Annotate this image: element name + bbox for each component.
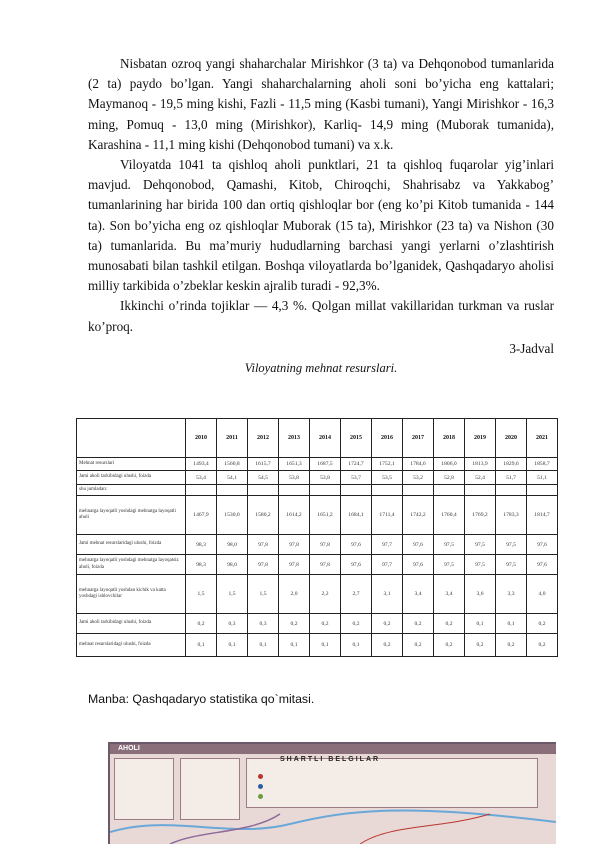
table-cell: 1806,0 [434,458,465,471]
table-cell: 1651,2 [310,496,341,535]
population-map-image [108,742,556,844]
table-cell: 97,8 [248,555,279,575]
table-cell [186,485,217,496]
table-cell: 97,7 [372,555,403,575]
table-cell: 0,1 [310,634,341,657]
table-corner-cell [77,419,186,458]
year-header: 2021 [527,419,558,458]
table-cell: 53,8 [310,471,341,485]
table-cell: 97,8 [279,555,310,575]
table-cell: 1560,8 [217,458,248,471]
table-cell [248,485,279,496]
table-cell [279,485,310,496]
map-river-lines [110,744,556,844]
table-cell [465,485,496,496]
table-cell: 98,3 [186,535,217,555]
table-cell: 1858,7 [527,458,558,471]
table-row [77,496,558,535]
map-title: AHOLI [118,745,140,752]
table-cell: 97,5 [465,535,496,555]
row-label: mehnatga layoqatli yoshdagi mehnatga layoqatli aholi [77,496,186,535]
year-header: 2013 [279,419,310,458]
table-cell: 0,2 [403,614,434,634]
table-cell: 52,4 [465,471,496,485]
year-header: 2012 [248,419,279,458]
table-row [77,614,558,634]
table-cell: 97,5 [434,555,465,575]
table-cell: 0,1 [279,634,310,657]
row-label: Jami aholi tarkibidagi ulushi, foizda [77,471,186,485]
source-note: Manba: Qashqadaryo statistika qo`mitasi. [88,692,315,706]
table-cell: 1784,6 [403,458,434,471]
table-cell: 53,5 [372,471,403,485]
table-cell: 0,2 [341,614,372,634]
table-cell: 52,8 [434,471,465,485]
table-cell: 1467,9 [186,496,217,535]
table-cell: 1829,6 [496,458,527,471]
table-cell: 0,1 [248,634,279,657]
table-cell: 1684,1 [341,496,372,535]
map-legend-title: SHARTLI BELGILAR [280,756,381,763]
table-row [77,555,558,575]
table-cell: 0,1 [341,634,372,657]
table-cell: 1,5 [186,575,217,614]
table-cell: 97,8 [310,535,341,555]
table-cell: 97,6 [527,535,558,555]
table-cell: 1813,9 [465,458,496,471]
table-cell: 1752,1 [372,458,403,471]
table-cell: 54,5 [248,471,279,485]
table-cell: 0,2 [372,614,403,634]
year-header: 2016 [372,419,403,458]
table-cell: 4,0 [527,575,558,614]
table-cell [310,485,341,496]
table-cell [434,485,465,496]
table-cell: 3,1 [372,575,403,614]
year-header: 2017 [403,419,434,458]
table-cell: 97,8 [248,535,279,555]
table-cell: 2,0 [279,575,310,614]
row-label: mehnat resurslaridagi ulushi, foizda [77,634,186,657]
table-cell: 98,3 [186,555,217,575]
table-cell: 98,0 [217,535,248,555]
table-cell: 0,2 [527,614,558,634]
table-cell: 0,3 [248,614,279,634]
table-cell: 1530,0 [217,496,248,535]
table-cell: 97,5 [496,535,527,555]
year-header: 2010 [186,419,217,458]
table-cell: 53,7 [341,471,372,485]
table-cell: 53,2 [403,471,434,485]
table-cell: 97,6 [527,555,558,575]
table-cell: 1814,7 [527,496,558,535]
table-cell: 0,1 [496,614,527,634]
row-label: Jami mehnat resurslaridagi ulushi, foizda [77,535,186,555]
table-cell: 1687,5 [310,458,341,471]
table-cell: 98,0 [217,555,248,575]
table-cell: 1,5 [248,575,279,614]
table-cell: 1711,4 [372,496,403,535]
paragraph-3: Ikkinchi o’rinda tojiklar — 4,3 %. Qolgan millat vakillaridan turkman va ruslar ko’proq. [88,298,554,334]
table-cell: 0,1 [465,614,496,634]
paragraph-1: Nisbatan ozroq yangi shaharchalar Mirishkor (3 ta) va Dehqonobod tumanlarida (2 ta) paydo bo’lgan. Yangi shaharchalarning aholi soni bo’yicha eng kattalari; Maymanoq - 19,5 ming kishi, Fazli - 11,5 ming (Kasbi tumani), Yangi Mirishkor - 16,3 ming, Pomuq - 13,0 ming (Mirishkor), Karliq- 14,9 ming (Muborak tumanida), Karashina - 11,1 ming kishi (Dehqonobod tumani) va x.k. [88,56,554,152]
table-cell: 3,4 [403,575,434,614]
table-cell: 1724,7 [341,458,372,471]
table-cell [403,485,434,496]
table-cell: 54,1 [217,471,248,485]
row-label: mehnatga layoqatli yoshdan kichik va katta yoshdagi ishlovchilar [77,575,186,614]
table-cell: 1493,4 [186,458,217,471]
table-cell: 1615,7 [248,458,279,471]
table-cell: 97,6 [341,535,372,555]
table-cell: 53,4 [186,471,217,485]
table-row [77,575,558,614]
table-number: 3-Jadval [509,340,554,356]
table-cell: 1742,2 [403,496,434,535]
table-cell: 0,2 [279,614,310,634]
table-cell: 0,1 [217,634,248,657]
table-row [77,485,558,496]
table-cell: 97,5 [465,555,496,575]
table-cell: 3,6 [465,575,496,614]
table-cell: 51,1 [527,471,558,485]
table-cell: 97,8 [279,535,310,555]
row-label: mehnatga layoqatli yoshdagi mehnatga layoqatsiz aholi, foizda [77,555,186,575]
table-cell [496,485,527,496]
table-cell: 0,2 [527,634,558,657]
table-cell: 0,2 [465,634,496,657]
table-cell: 97,7 [372,535,403,555]
table-cell: 1614,2 [279,496,310,535]
table-cell: 0,2 [434,614,465,634]
table-cell: 0,2 [496,634,527,657]
row-label: Mehnat resurslari [77,458,186,471]
table-cell: 1651,3 [279,458,310,471]
table-cell: 97,6 [403,555,434,575]
table-cell: 97,5 [496,555,527,575]
table-cell: 3,3 [496,575,527,614]
table-cell: 97,8 [310,555,341,575]
table-row [77,471,558,485]
table-cell: 2,7 [341,575,372,614]
table-cell: 53,8 [279,471,310,485]
year-header: 2011 [217,419,248,458]
table-header-row [77,419,558,458]
table-cell: 1580,2 [248,496,279,535]
row-label: shu jumladan: [77,485,186,496]
year-header: 2014 [310,419,341,458]
table-cell: 3,4 [434,575,465,614]
year-header: 2018 [434,419,465,458]
table-cell: 0,1 [186,634,217,657]
table-cell: 1760,4 [434,496,465,535]
table-cell: 97,5 [434,535,465,555]
paragraph-2: Viloyatda 1041 ta qishloq aholi punktlari, 21 ta qishloq fuqarolar yig’inlari mavjud. Dehqonobod, Qamashi, Kitob, Chiroqchi, Shahrisabz va Yakkabog’ tumanlarining har birida 100 dan ortiq qishloqlar bor (eng ko’pi Kitob tumanida - 144 ta). Son bo’yicha eng oz qishloqlar Muborak (15 ta), Mirishkor (23 ta) va Nishon (30 ta) tumanlarida. Bu ma’muriy hududlarning barchasi yangi yerlarni o’zlashtirish munosabati bilan tashkil etilgan. Boshqa viloyatlarda bo’lganidek, Qashqadaryo aholisi milliy tarkibida o’zbeklar keskin ajralib turadi - 92,3%. [88,157,554,294]
table-cell [527,485,558,496]
table-row [77,634,558,657]
table-cell: 0,3 [217,614,248,634]
table-row [77,535,558,555]
table-cell: 0,2 [434,634,465,657]
table-cell [372,485,403,496]
year-header: 2015 [341,419,372,458]
labor-resources-table [76,418,558,657]
table-title: Viloyatning mehnat resurslari. [244,360,398,375]
year-header: 2020 [496,419,527,458]
table-cell: 1783,3 [496,496,527,535]
table-cell [217,485,248,496]
table-cell: 51,7 [496,471,527,485]
table-cell: 97,6 [403,535,434,555]
table-cell: 2,2 [310,575,341,614]
table-cell: 0,2 [403,634,434,657]
table-row [77,458,558,471]
table-cell: 0,2 [310,614,341,634]
row-label: Jami aholi tarkibidagi ulushi, foizda [77,614,186,634]
year-header: 2019 [465,419,496,458]
table-cell: 1,5 [217,575,248,614]
table-cell [341,485,372,496]
table-cell: 97,6 [341,555,372,575]
document-body [88,54,554,381]
table-cell: 0,2 [372,634,403,657]
table-cell: 0,2 [186,614,217,634]
table-cell: 1769,2 [465,496,496,535]
